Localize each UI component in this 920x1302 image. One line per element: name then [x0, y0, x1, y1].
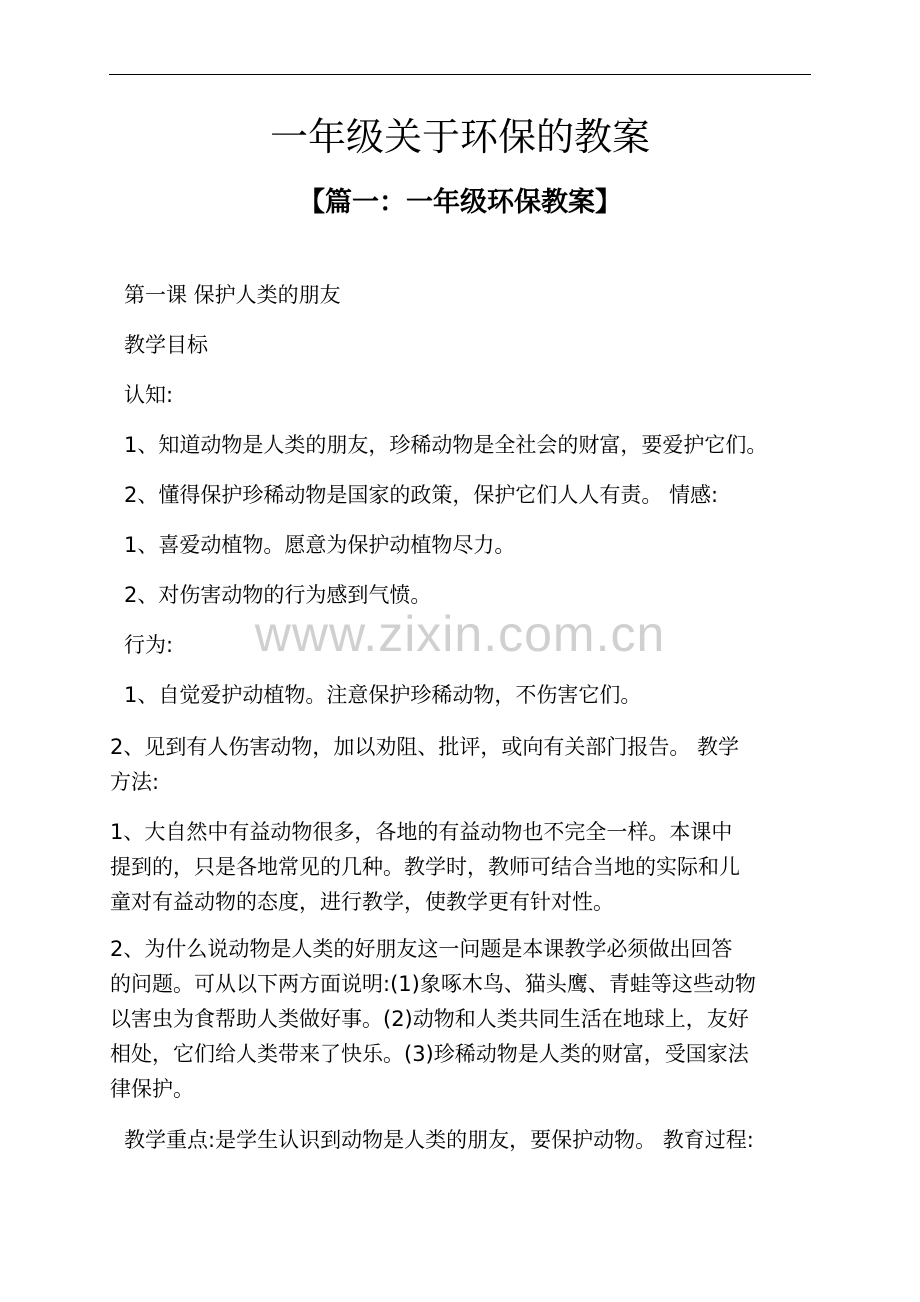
section-heading-cognition: 认知: [124, 383, 174, 407]
document-title: 一年级关于环保的教案 [269, 115, 650, 159]
text-line: 1、自觉爱护动植物。注意保护珍稀动物，不伤害它们。 [124, 683, 642, 707]
paragraph [110, 730, 822, 800]
text-line: 1、知道动物是人类的朋友，珍稀动物是全社会的财富，要爱护它们。 [124, 433, 768, 457]
paragraph-line: 相处，它们给人类带来了快乐。(3)珍稀动物是人类的财富，受国家法 [110, 1042, 749, 1066]
lesson-heading: 第一课 保护人类的朋友 [124, 283, 341, 307]
text-line: 2、对伤害动物的行为感到气愤。 [124, 583, 432, 607]
text-line: 2、懂得保护珍稀动物是国家的政策，保护它们人人有责。 情感: [124, 483, 719, 507]
section-heading-goals: 教学目标 [124, 333, 208, 357]
section-heading-behavior: 行为: [124, 633, 174, 657]
paragraph [110, 932, 822, 1107]
header-rule [109, 74, 811, 75]
paragraph-line: 2、见到有人伤害动物，加以劝阻、批评，或向有关部门报告。 教学 [110, 735, 740, 759]
text-line: 教学重点:是学生认识到动物是人类的朋友，要保护动物。 教育过程: [124, 1128, 754, 1152]
paragraph-line: 方法: [110, 770, 160, 794]
paragraph [110, 815, 822, 920]
paragraph-line: 的问题。可从以下两方面说明:(1)象啄木鸟、猫头鹰、青蛙等这些动物 [110, 972, 756, 996]
paragraph-line: 童对有益动物的态度，进行教学，使教学更有针对性。 [110, 890, 614, 914]
watermark: www.zixin.com.cn [254, 606, 666, 662]
paragraph-line: 1、大自然中有益动物很多，各地的有益动物也不完全一样。本课中 [110, 820, 733, 844]
text-line: 1、喜爱动植物。愿意为保护动植物尽力。 [124, 533, 516, 557]
document-subtitle: 【篇一：一年级环保教案】 [298, 187, 622, 218]
paragraph-line: 以害虫为食帮助人类做好事。(2)动物和人类共同生活在地球上，友好 [110, 1007, 749, 1031]
paragraph-line: 律保护。 [110, 1077, 194, 1101]
paragraph-line: 提到的，只是各地常见的几种。教学时，教师可结合当地的实际和儿 [110, 855, 740, 879]
paragraph-line: 2、为什么说动物是人类的好朋友这一问题是本课教学必须做出回答 [110, 937, 733, 961]
